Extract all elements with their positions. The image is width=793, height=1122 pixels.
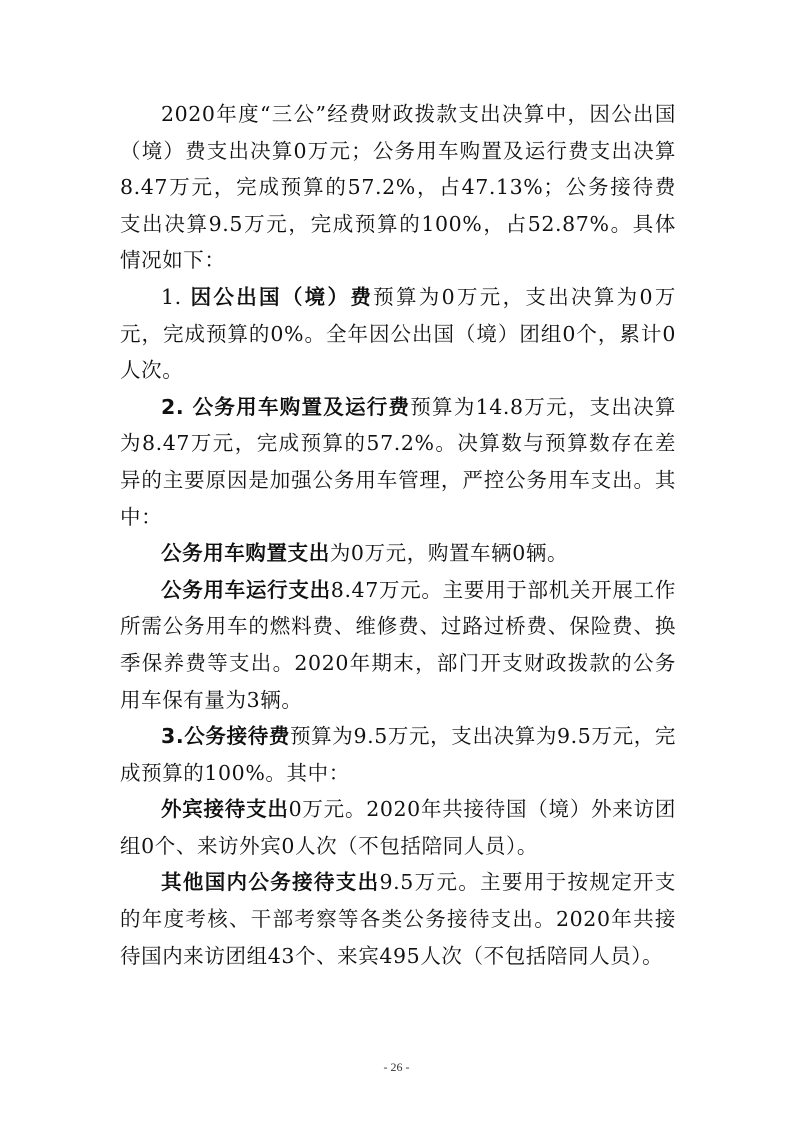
section-2b-text: 8.47万元。主要用于部机关开展工作所需公务用车的燃料费、维修费、过路过桥费、保险费、换季保养费等支出。2020年期末，部门开支财政拨款的公务用车保有量为3辆。: [120, 577, 676, 712]
intro-paragraph: [120, 96, 676, 279]
intro-text: 2020年度“三公”经费财政拨款支出决算中，因公出国（境）费支出决算0万元；公务用车购置及运行费支出决算8.47万元，完成预算的57.2%，占47.13%；公务接待费支出决算9.5万元，完成预算的100%，占52.87%。具体情况如下：: [120, 102, 676, 273]
section-3-text: 预算为9.5万元，支出决算为9.5万元，完成预算的100%。其中：: [120, 724, 676, 785]
section-1-number: 1.: [161, 284, 191, 309]
section-2a-text: 为0万元，购置车辆0辆。: [329, 541, 569, 566]
section-2a-title: 公务用车购置支出: [161, 541, 330, 566]
section-1-paragraph: [120, 279, 676, 389]
section-2-paragraph: [120, 389, 676, 535]
section-3a-title: 外宾接待支出: [161, 797, 289, 822]
section-2b-title: 公务用车运行支出: [161, 577, 331, 602]
section-2a-paragraph: [120, 535, 676, 572]
section-3b-text: 9.5万元。主要用于按规定开支的年度考核、干部考察等各类公务接待支出。2020年共接待国内来访团组43个、来宾495人次（不包括陪同人员）。: [120, 870, 676, 968]
page-number: - 26 -: [383, 1060, 410, 1074]
section-2-title: 2. 公务用车购置及运行费: [161, 394, 411, 419]
section-3b-title: 其他国内公务接待支出: [161, 870, 380, 895]
section-2-text: 预算为14.8万元，支出决算为8.47万元，完成预算的57.2%。决算数与预算数存在差异的主要原因是加强公务用车管理，严控公务用车支出。其中：: [120, 394, 676, 529]
section-3-title: 3.公务接待费: [161, 724, 291, 749]
section-3a-paragraph: [120, 791, 676, 864]
section-2b-paragraph: [120, 572, 676, 718]
section-1-title: 因公出国（境）费: [190, 284, 374, 309]
section-1-text: 预算为0万元，支出决算为0万元，完成预算的0%。全年因公出国（境）团组0个，累计0人次。: [120, 284, 676, 383]
section-3-paragraph: [120, 718, 676, 791]
section-3a-text: 0万元。2020年共接待国（境）外来访团组0个、来访外宾0人次（不包括陪同人员）。: [120, 797, 676, 858]
section-3b-paragraph: [120, 864, 676, 974]
document-body: [120, 96, 676, 974]
